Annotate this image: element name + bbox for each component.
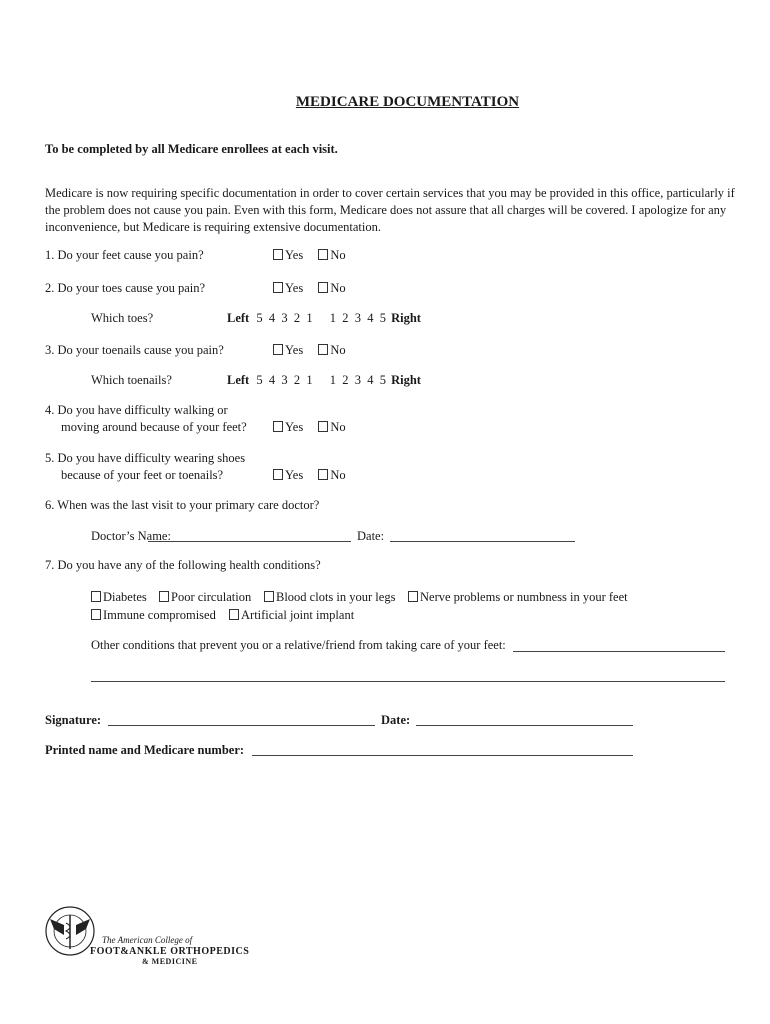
q5-yes-option[interactable]	[273, 468, 303, 483]
question-4: 4. Do you have difficulty walking or	[45, 403, 228, 417]
question-2: 2. Do your toes cause you pain?	[45, 281, 206, 295]
logo-line-1: The American College of	[102, 935, 193, 945]
q3-yes-option[interactable]	[273, 343, 303, 358]
signature-date-field[interactable]	[416, 725, 633, 726]
logo-line-2: FOOT&ANKLE ORTHOPEDICS	[90, 946, 250, 957]
q5-options	[273, 468, 346, 483]
left-label: Left	[227, 311, 250, 325]
no-label: No	[330, 420, 346, 434]
right-toe-numbers[interactable]: 1 2 3 4 5	[329, 311, 386, 325]
right-label: Right	[391, 373, 421, 387]
yes-label: Yes	[285, 468, 304, 482]
doctor-date-label: Date:	[357, 529, 385, 543]
condition-label: Poor circulation	[171, 590, 252, 604]
question-5-cont: because of your feet or toenails?	[61, 468, 224, 482]
checkbox[interactable]	[408, 591, 418, 602]
q4-yes-option[interactable]	[273, 420, 303, 435]
checkbox[interactable]	[91, 609, 101, 620]
checkbox[interactable]	[273, 421, 283, 432]
checkbox[interactable]	[318, 249, 328, 260]
q4-no-option[interactable]	[318, 420, 345, 435]
q1-options	[273, 248, 346, 263]
no-label: No	[330, 343, 346, 357]
checkbox[interactable]	[273, 282, 283, 293]
condition-poor-circulation[interactable]	[159, 590, 251, 605]
q2-yes-option[interactable]	[273, 281, 303, 296]
checkbox[interactable]	[318, 282, 328, 293]
yes-label: Yes	[285, 343, 304, 357]
condition-label: Nerve problems or numbness in your feet	[420, 590, 628, 604]
condition-label: Diabetes	[103, 590, 147, 604]
intro-paragraph: Medicare is now requiring specific documentation in order to cover certain services that you may be provided in this office, particularly if the problem does not cause you pain. Even with this form, Medicare does not assure that all charges will be covered. I apologize for any inconvenience, but Medicare is requiring extensive documentation.	[45, 186, 735, 234]
q5-no-option[interactable]	[318, 468, 345, 483]
seal-icon	[44, 905, 96, 957]
question-4-cont: moving around because of your feet?	[61, 420, 247, 434]
checkbox[interactable]	[318, 421, 328, 432]
condition-immune[interactable]	[91, 608, 216, 623]
checkbox[interactable]	[264, 591, 274, 602]
condition-label: Blood clots in your legs	[276, 590, 396, 604]
checkbox[interactable]	[273, 249, 283, 260]
q1-yes-option[interactable]	[273, 248, 303, 263]
signature-label: Signature:	[45, 713, 102, 727]
condition-label: Immune compromised	[103, 608, 216, 622]
printed-name-field[interactable]	[252, 755, 633, 756]
signature-date-label: Date:	[381, 713, 411, 727]
toes-selector[interactable]	[227, 311, 421, 326]
toenails-selector[interactable]	[227, 373, 421, 388]
q2-no-option[interactable]	[318, 281, 345, 296]
no-label: No	[330, 248, 346, 262]
yes-label: Yes	[285, 281, 304, 295]
q1-no-option[interactable]	[318, 248, 345, 263]
signature-field[interactable]	[108, 725, 375, 726]
checkbox[interactable]	[159, 591, 169, 602]
yes-label: Yes	[285, 248, 304, 262]
q4-options	[273, 420, 346, 435]
q3-options	[273, 343, 346, 358]
checkbox[interactable]	[229, 609, 239, 620]
question-7: 7. Do you have any of the following health conditions?	[45, 558, 321, 572]
doctor-date-field[interactable]	[390, 541, 575, 542]
right-label: Right	[391, 311, 421, 325]
right-toenail-numbers[interactable]: 1 2 3 4 5	[329, 373, 386, 387]
yes-label: Yes	[285, 420, 304, 434]
checkbox[interactable]	[273, 344, 283, 355]
condition-blood-clots[interactable]	[264, 590, 395, 605]
checkbox[interactable]	[91, 591, 101, 602]
q3-no-option[interactable]	[318, 343, 345, 358]
q2-options	[273, 281, 346, 296]
other-conditions-field[interactable]	[513, 651, 725, 652]
other-conditions-field-2[interactable]	[91, 681, 725, 682]
question-1: 1. Do your feet cause you pain?	[45, 248, 204, 262]
left-label: Left	[227, 373, 250, 387]
checkbox[interactable]	[318, 344, 328, 355]
checkbox[interactable]	[273, 469, 283, 480]
question-3: 3. Do your toenails cause you pain?	[45, 343, 224, 357]
question-6: 6. When was the last visit to your primary care doctor?	[45, 498, 320, 512]
no-label: No	[330, 468, 346, 482]
condition-joint-implant[interactable]	[229, 608, 354, 623]
condition-label: Artificial joint implant	[241, 608, 355, 622]
doctor-name-field[interactable]	[148, 541, 351, 542]
left-toe-numbers[interactable]: 5 4 3 2 1	[256, 311, 313, 325]
which-toenails-label: Which toenails?	[91, 373, 172, 387]
question-5: 5. Do you have difficulty wearing shoes	[45, 451, 246, 465]
which-toes-label: Which toes?	[91, 311, 154, 325]
left-toenail-numbers[interactable]: 5 4 3 2 1	[256, 373, 313, 387]
page-title: MEDICARE DOCUMENTATION	[295, 94, 520, 110]
checkbox[interactable]	[318, 469, 328, 480]
no-label: No	[330, 281, 346, 295]
doctor-name-label: Doctor’s Name:	[91, 529, 171, 543]
other-conditions-label: Other conditions that prevent you or a relative/friend from taking care of your feet:	[91, 638, 506, 652]
condition-diabetes[interactable]	[91, 590, 147, 605]
logo-line-3: & MEDICINE	[142, 957, 198, 966]
printed-name-label: Printed name and Medicare number:	[45, 743, 245, 757]
condition-nerve-problems[interactable]	[408, 590, 628, 605]
instructions: To be completed by all Medicare enrollees at each visit.	[45, 142, 338, 156]
